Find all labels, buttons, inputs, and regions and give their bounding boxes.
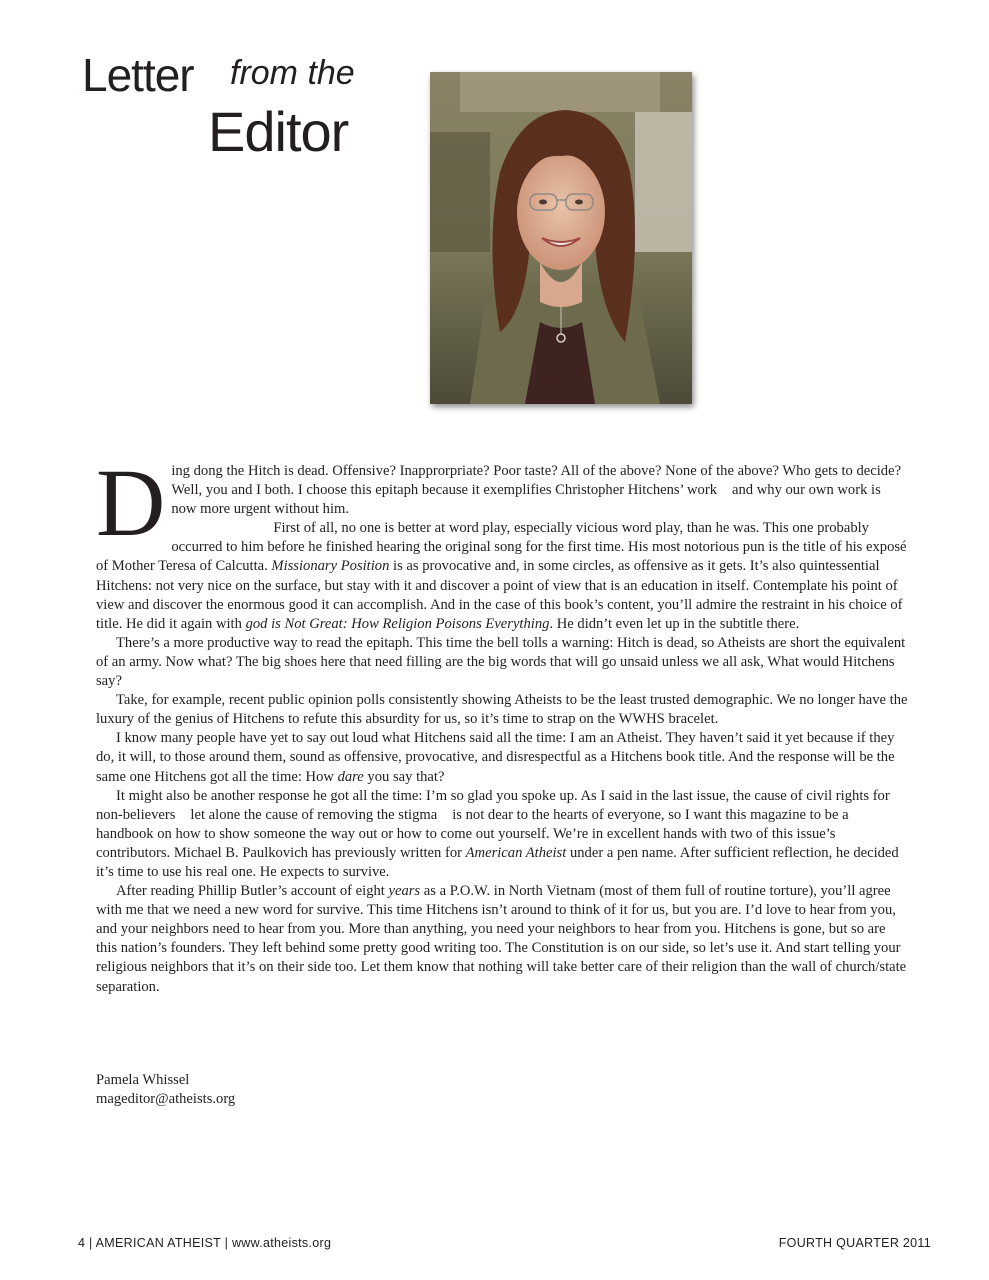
masthead-from-the: from the	[230, 54, 355, 92]
footer-page-info: 4 | AMERICAN ATHEIST | www.atheists.org	[78, 1236, 332, 1250]
signature	[96, 1071, 235, 1109]
article-paragraph-7: After reading Phillip Butler’s account of eight years as a P.O.W. in North Vietnam (most of them full of routine torture), you’ll agree with me that we need a new word for survive. This time Hitchens isn’t around to think of it for us, but you are. I’d love to hear from you, and your neighbors need to hear from you. More than anything, you need your neighbors to hear from you. Hitchens is gone, but so are this nation’s founders. They left behind some pretty good writing too. The Constitution is on our side, so let’s use it. And start telling your religious neighbors that it’s on their side too. Let them know that nothing will take better care of their religion than the wall of church/state separation.	[96, 883, 907, 995]
masthead-letter: Letter	[82, 49, 194, 101]
article-body	[96, 449, 908, 997]
drop-cap: D	[96, 449, 166, 556]
magazine-title: American Atheist	[465, 844, 567, 861]
editor-photo	[430, 72, 692, 404]
masthead	[82, 49, 402, 172]
footer-issue-date: FOURTH QUARTER 2011	[778, 1236, 931, 1250]
editor-portrait-illustration	[430, 72, 692, 404]
book-title: god is Not Great: How Religion Poisons Everything	[245, 615, 550, 632]
article-paragraph-6: It might also be another response he got all the time: I’m so glad you spoke up. As I said in the last issue, the cause of civil rights for non-believers  let alone the cause of removing the stigma  is not dear to the hearts of everyone, so I want this magazine to be a handbook on how to show someone the way out or how to come out yourself. We’re in excellent hands with two of this issue’s contributors. Michael B. Paulkovich has previously written for American Atheist under a pen name. After sufficient reflection, he decided it’s time to use his real one. He expects to survive.	[96, 787, 899, 880]
article-paragraph-1: Ding dong the Hitch is dead. Offensive? Inapprorpriate? Poor taste? All of the above? None of the above? Who gets to decide? Well, you and I both. I choose this epitaph because it exemplifies Christopher Hitchens’ work  and why our own work is now more urgent without him.	[96, 449, 902, 556]
article-paragraph-4: Take, for example, recent public opinion polls consistently showing Atheists to be the least trusted demographic. We no longer have the luxury of the genius of Hitchens to refute this absurdity for us, so it’s time to strap on the WWHS bracelet.	[96, 692, 908, 728]
article-paragraph-3: There’s a more productive way to read the epitaph. This time the bell tolls a warning: Hitch is dead, so Atheists are short the equivalent of an army. Now what? The big shoes here that need filling are the big words that will go unsaid unless we all ask, What would Hitchens say?	[96, 634, 906, 690]
author-email[interactable]: mageditor@atheists.org	[96, 1091, 236, 1107]
author-name: Pamela Whissel	[96, 1072, 190, 1088]
article-paragraph-5: I know many people have yet to say out loud what Hitchens said all the time: I am an Atheist. They haven’t said it yet because if they do, it will, to those around them, sound as offensive, provocative, and disrespectful as a Hitchens book title. And the response will be the same one Hitchens got all the time: How dare you say that?	[96, 730, 895, 785]
masthead-editor: Editor	[208, 100, 349, 163]
book-title: Missionary Position	[271, 558, 390, 575]
article-paragraph-2: First of all, no one is better at word play, especially vicious word play, than he was. This one probably occurred to him before he finished hearing the original song for the first time. His most notorious pun is the title of his exposé of Mother Teresa of Calcutta. Missionary Position is as provocative and, in some circles, as offensive as it gets. It’s also quintessential Hitchens: not very nice on the surface, but stay with it and discover a point of view that is an education in itself. Contemplate his point of view and discover the enormous good it can accomplish. And in the case of this book’s content, you’ll admire the restraint in his choice of title. He did it again with god is Not Great: How Religion Poisons Everything. He didn’t even let up in the subtitle there.	[96, 520, 907, 632]
